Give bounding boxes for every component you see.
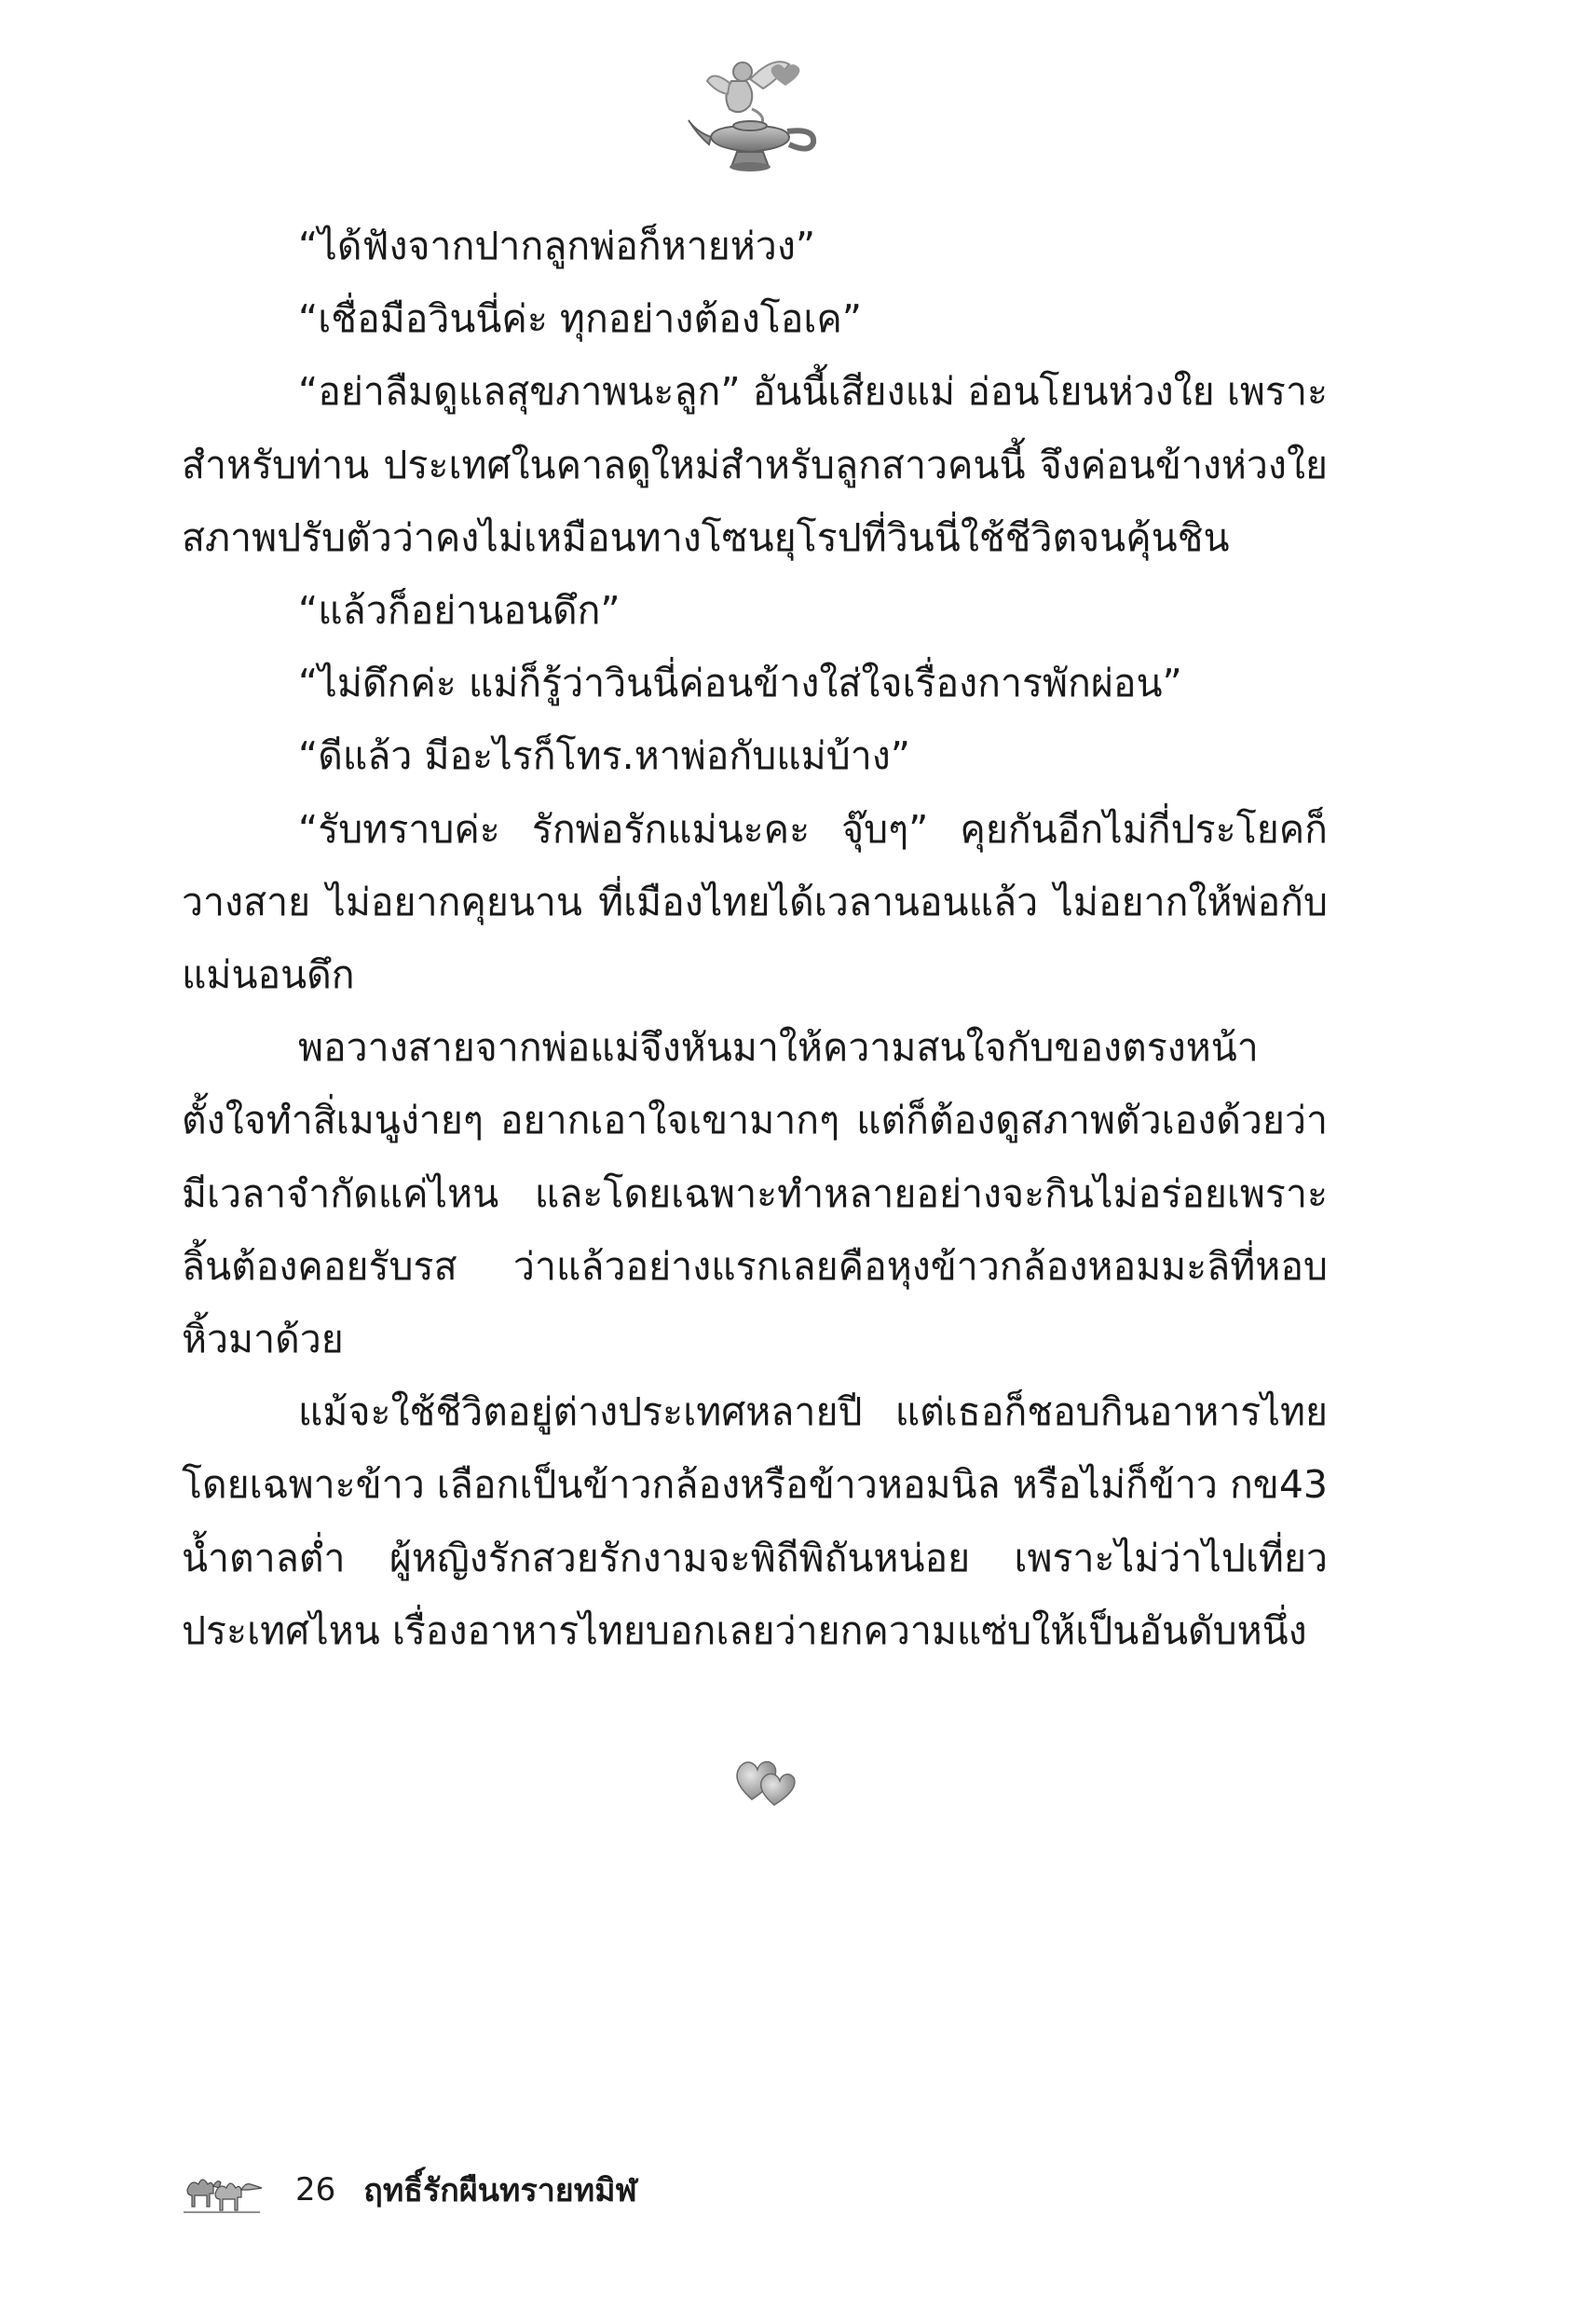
paragraph: พอวางสายจากพ่อแม่จึงหันมาให้ความสนใจกับของตรงหน้าตั้งใจทำสิ่เมนูง่ายๆ อยากเอาใจเขามากๆ แต่ก็ต้องดูสภาพตัวเองด้วยว่ามีเวลาจำกัดแค่ไหน และโดยเฉพาะทำหลายอย่างจะกินไม่อร่อยเพราะลิ้นต้องคอยรับรส ว่าแล้วอย่างแรกเลยคือหุงข้าวกล้องหอมมะลิที่หอบหิ้วมาด้วย xyxy=(182,1025,1328,1362)
body-text xyxy=(182,210,1328,1667)
book-title: ฤทธิ์รักผืนทรายทมิฬ xyxy=(363,2172,637,2209)
paragraph: “ไม่ดึกค่ะ แม่ก็รู้ว่าวินนี่ค่อนข้างใส่ใจเรื่องการพักผ่อน” xyxy=(298,661,1182,706)
camels-icon xyxy=(182,2166,264,2214)
page-number: 26 xyxy=(295,2171,336,2208)
page-footer xyxy=(182,2162,637,2218)
double-heart-icon xyxy=(731,1747,797,1811)
cupid-genie-lamp-icon xyxy=(685,51,825,177)
paragraph: “เชื่อมือวินนี่ค่ะ ทุกอย่างต้องโอเค” xyxy=(298,296,863,342)
paragraph: “อย่าลืมดูแลสุขภาพนะลูก” อันนี้เสียงแม่ อ่อนโยนห่วงใย เพราะสำหรับท่าน ประเทศในคาลดูใหม่สำหรับลูกสาวคนนี้ จึงค่อนข้างห่วงใยสภาพปรับตัวว่าคงไม่เหมือนทางโซนยุโรปที่วินนี่ใช้ชีวิตจนคุ้นชิน xyxy=(182,369,1328,560)
paragraph: “ได้ฟังจากปากลูกพ่อก็หายห่วง” xyxy=(298,224,816,268)
paragraph: แม้จะใช้ชีวิตอยู่ต่างประเทศหลายปี แต่เธอก็ชอบกินอาหารไทยโดยเฉพาะข้าว เลือกเป็นข้าวกล้องหรือข้าวหอมนิล หรือไม่ก็ข้าว กข43 น้ำตาลต่ำ ผู้หญิงรักสวยรักงามจะพิถีพิถันหน่อย เพราะไม่ว่าไปเที่ยวประเทศไหน เรื่องอาหารไทยบอกเลยว่ายกความแซ่บให้เป็นอันดับหนึ่ง xyxy=(182,1389,1328,1653)
paragraph: “ดีแล้ว มีอะไรก็โทร.หาพ่อกับแม่บ้าง” xyxy=(298,733,911,779)
paragraph: “รับทราบค่ะ รักพ่อรักแม่นะคะ จุ๊บๆ” คุยกันอีกไม่กี่ประโยคก็วางสาย ไม่อยากคุยนาน ที่เมืองไทยได้เวลานอนแล้ว ไม่อยากให้พ่อกับแม่นอนดึก xyxy=(182,806,1328,998)
paragraph: “แล้วก็อย่านอนดึก” xyxy=(298,588,621,634)
